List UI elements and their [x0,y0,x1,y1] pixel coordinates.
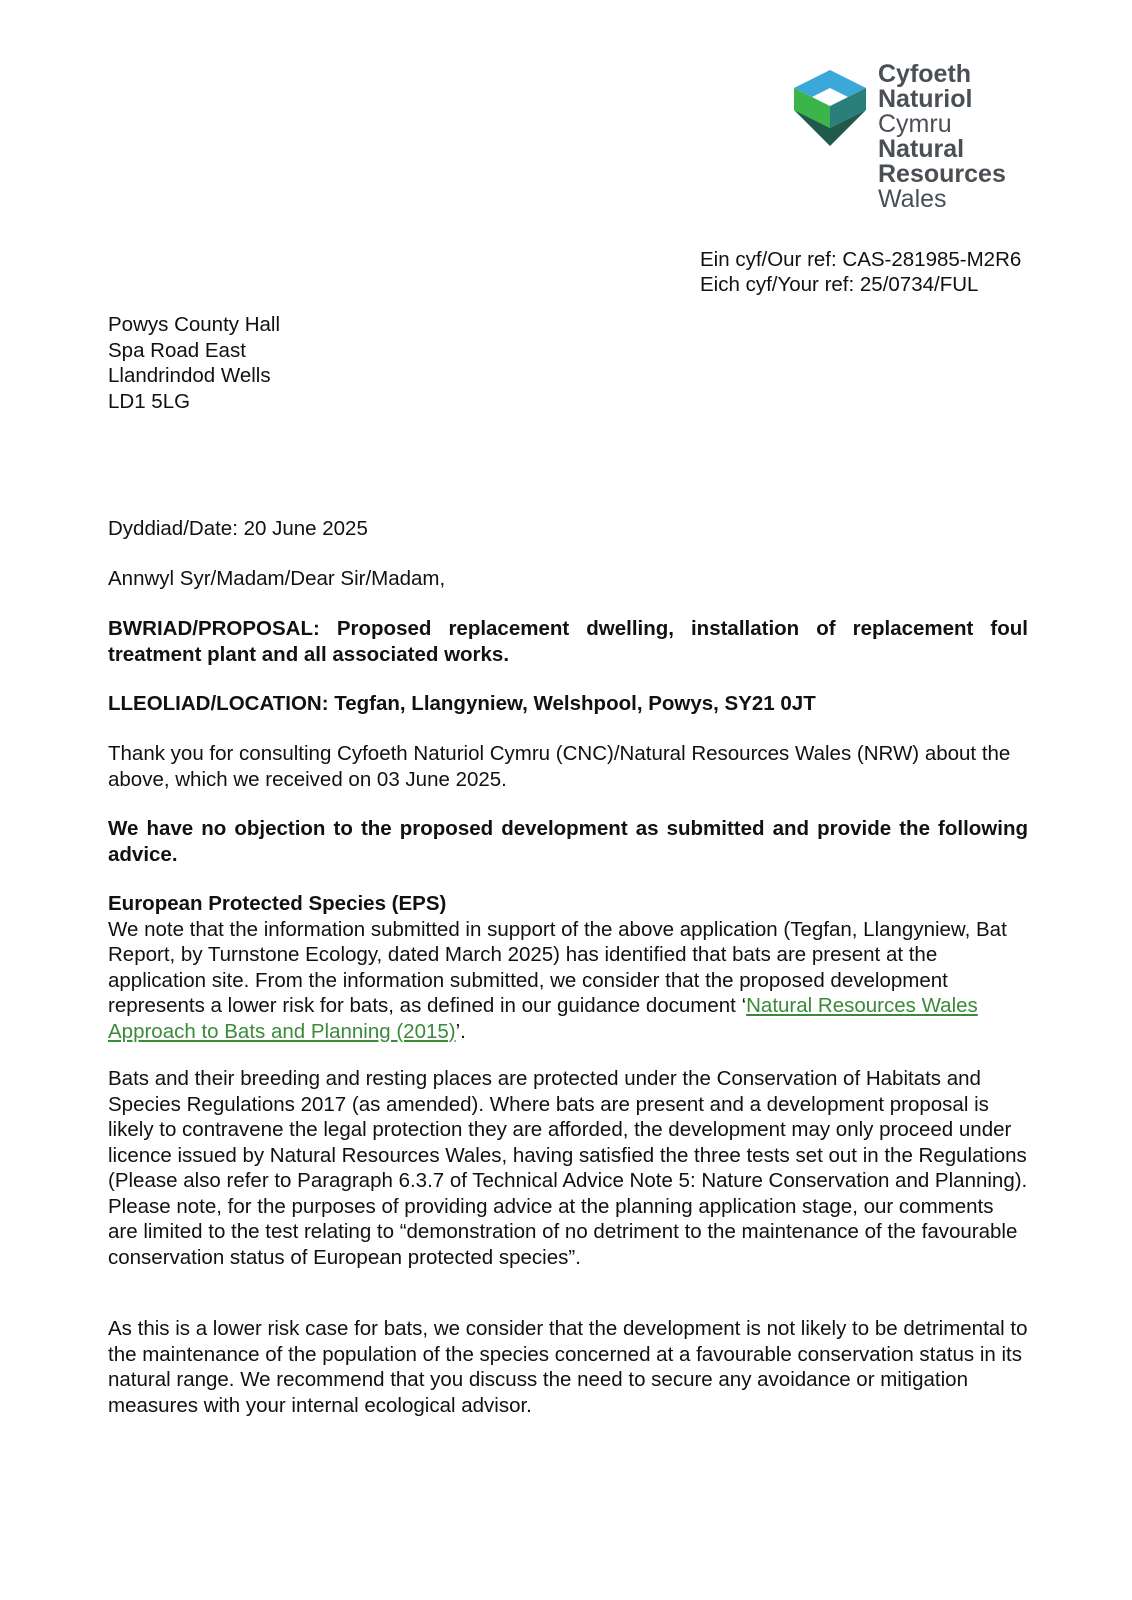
logo-line-3: Cymru [878,110,952,138]
logo-line-4: Natural [878,135,965,163]
proposal-heading: BWRIAD/PROPOSAL: Proposed replacement dwelling, installation of replacement foul treatment plant and all associated works. [108,617,1028,666]
location-heading: LLEOLIAD/LOCATION: Tegfan, Llangyniew, Welshpool, Powys, SY21 0JT [108,692,816,715]
eps-text-end: ’. [455,1019,466,1043]
eps-heading: European Protected Species (EPS) [108,892,447,915]
eps-paragraph [108,917,1028,1045]
reference-block [700,247,1021,297]
logo-line-1: Cyfoeth [878,60,972,88]
no-objection-paragraph: We have no objection to the proposed development as submitted and provide the following advice. [108,817,1028,866]
nrw-hexagon-icon [790,68,870,148]
our-ref: Ein cyf/Our ref: CAS-281985-M2R6 [700,248,1022,271]
address-line-3: Llandrindod Wells [108,364,271,387]
bats-protection-paragraph: Bats and their breeding and resting places are protected under the Conservation of Habitats and Species Regulations 2017 (as amended). Where bats are present and a development proposal is likely to contravene the legal protection they are afforded, the development may only proceed under licence issued by Natural Resources Wales, having satisfied the three tests set out in the Regulations (Please also refer to Paragraph 6.3.7 of Technical Advice Note 5: Nature Conservation and Planning). Please note, for the purposes of providing advice at the planning application stage, our comments are limited to the test relating to “demonstration of no detriment to the maintenance of the favourable conservation status of European protected species”. [108,1067,1028,1269]
logo-line-5: Resources [878,160,1006,188]
salutation: Annwyl Syr/Madam/Dear Sir/Madam, [108,567,446,590]
your-ref: Eich cyf/Your ref: 25/0734/FUL [700,273,979,296]
address-line-1: Powys County Hall [108,313,281,336]
address-line-2: Spa Road East [108,338,246,362]
address-line-4: LD1 5LG [108,389,191,413]
logo-line-2: Naturiol [878,85,973,113]
eps-section [108,891,1028,1044]
letter-date: Dyddiad/Date: 20 June 2025 [108,517,368,540]
logo-wordmark [878,62,1006,212]
thanks-paragraph: Thank you for consulting Cyfoeth Naturiol Cymru (CNC)/Natural Resources Wales (NRW) about the above, which we received on 03 June 2025. [108,742,1011,791]
nrw-logo [790,62,1050,222]
logo-line-6: Wales [878,185,947,213]
eps-text: We note that the information submitted in support of the above application (Tegfan, Llangyniew, Bat Report, by Turnstone Ecology, dated March 2025) has identified that bats are present at the application site. From the information submitted, we consider that the proposed development represents a lower risk for bats, as defined in our guidance document ‘ [108,917,1007,1017]
lower-risk-paragraph: As this is a lower risk case for bats, we consider that the development is not likely to be detrimental to the maintenance of the population of the species concerned at a favourable conservation status in its natural range. We recommend that you discuss the need to secure any avoidance or mitigation measures with your internal ecological advisor. [108,1317,1028,1417]
recipient-address [108,312,280,414]
bats-planning-guidance-link[interactable]: Natural Resources Wales Approach to Bats and Planning (2015) [108,994,978,1043]
